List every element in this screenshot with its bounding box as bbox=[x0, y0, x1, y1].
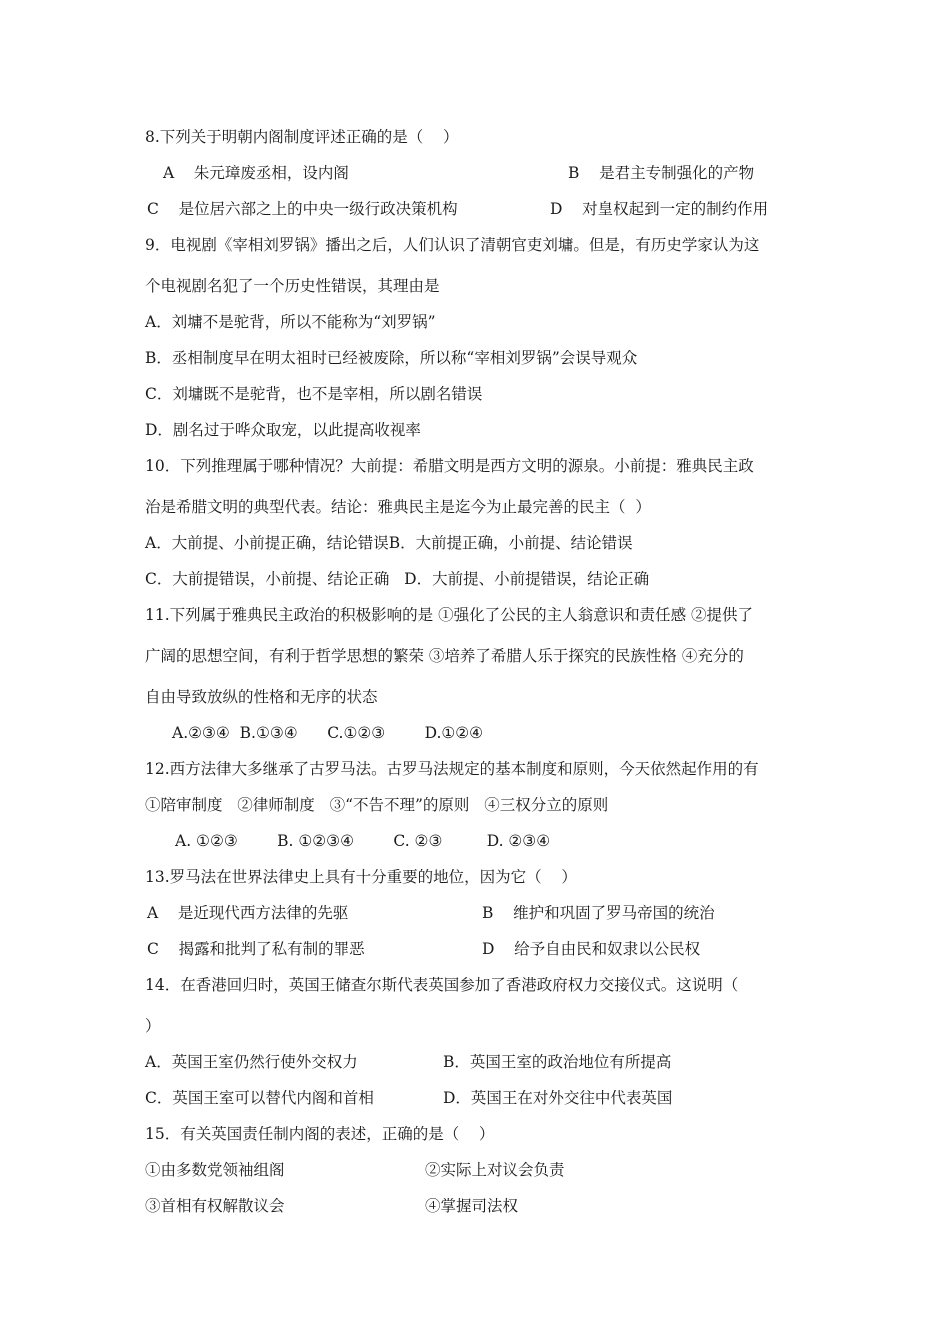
q11-stem-line3: 自由导致放纵的性格和无序的状态 bbox=[145, 688, 378, 706]
q9-stem-line2: 个电视剧名犯了一个历史性错误，其理由是 bbox=[145, 277, 440, 295]
q10-options-ab: A．大前提、小前提正确，结论错误B．大前提正确，小前提、结论错误 bbox=[145, 534, 633, 552]
q8-option-c: C 是位居六部之上的中央一级行政决策机构 bbox=[147, 200, 458, 218]
q15-item-2: ②实际上对议会负责 bbox=[425, 1161, 565, 1179]
q14-stem-line2: ） bbox=[145, 1017, 161, 1035]
q13-option-a: A 是近现代西方法律的先驱 bbox=[147, 904, 349, 922]
q11-stem-line1: 11.下列属于雅典民主政治的积极影响的是 ①强化了公民的主人翁意识和责任感 ②提供了 bbox=[145, 606, 754, 624]
q9-option-a: A．刘墉不是驼背，所以不能称为“刘罗锅” bbox=[145, 313, 436, 331]
q9-option-b: B．丞相制度早在明太祖时已经被废除，所以称“宰相刘罗锅”会误导观众 bbox=[145, 349, 638, 367]
q12-stem-line2: ①陪审制度 ②律师制度 ③“不告不理”的原则 ④三权分立的原则 bbox=[145, 796, 609, 814]
q14-stem-line1: 14．在香港回归时，英国王储查尔斯代表英国参加了香港政府权力交接仪式。这说明（ bbox=[145, 976, 739, 994]
q11-stem-line2: 广阔的思想空间，有利于哲学思想的繁荣 ③培养了希腊人乐于探究的民族性格 ④充分的 bbox=[145, 647, 744, 665]
q12-options: A. ①②③ B. ①②③④ C. ②③ D. ②③④ bbox=[175, 832, 551, 850]
q14-option-b: B．英国王室的政治地位有所提高 bbox=[443, 1053, 672, 1071]
q15-item-4: ④掌握司法权 bbox=[425, 1197, 519, 1215]
q13-stem: 13.罗马法在世界法律史上具有十分重要的地位，因为它（ ） bbox=[145, 868, 577, 886]
q9-stem-line1: 9．电视剧《宰相刘罗锅》播出之后，人们认识了清朝官吏刘墉。但是，有历史学家认为这 bbox=[145, 236, 760, 254]
q13-option-d: D 给予自由民和奴隶以公民权 bbox=[482, 940, 701, 958]
q14-option-d: D．英国王在对外交往中代表英国 bbox=[443, 1089, 673, 1107]
q9-option-d: D．剧名过于哗众取宠，以此提高收视率 bbox=[145, 421, 421, 439]
q15-item-1: ①由多数党领袖组阁 bbox=[145, 1161, 285, 1179]
q15-item-3: ③首相有权解散议会 bbox=[145, 1197, 285, 1215]
q10-options-cd: C．大前提错误，小前提、结论正确 D．大前提、小前提错误，结论正确 bbox=[145, 570, 650, 588]
q12-stem-line1: 12.西方法律大多继承了古罗马法。古罗马法规定的基本制度和原则，今天依然起作用的有 bbox=[145, 760, 759, 778]
q15-stem: 15．有关英国责任制内阁的表述，正确的是（ ） bbox=[145, 1125, 495, 1143]
q10-stem-line2: 治是希腊文明的典型代表。结论：雅典民主是迄今为止最完善的民主（ ） bbox=[145, 498, 651, 516]
q8-stem: 8.下列关于明朝内阁制度评述正确的是（ ） bbox=[145, 128, 459, 146]
q13-option-c: C 揭露和批判了私有制的罪恶 bbox=[147, 940, 365, 958]
q9-option-c: C．刘墉既不是驼背，也不是宰相，所以剧名错误 bbox=[145, 385, 483, 403]
q8-option-b: B 是君主专制强化的产物 bbox=[568, 164, 755, 182]
q14-option-c: C．英国王室可以替代内阁和首相 bbox=[145, 1089, 374, 1107]
q8-option-d: D 对皇权起到一定的制约作用 bbox=[550, 200, 769, 218]
q10-stem-line1: 10．下列推理属于哪种情况？大前提：希腊文明是西方文明的源泉。小前提：雅典民主政 bbox=[145, 457, 754, 475]
q13-option-b: B 维护和巩固了罗马帝国的统治 bbox=[482, 904, 715, 922]
q8-option-a: A 朱元璋废丞相，设内阁 bbox=[163, 164, 349, 182]
q14-option-a: A．英国王室仍然行使外交权力 bbox=[145, 1053, 358, 1071]
q11-options: A.②③④ B.①③④ C.①②③ D.①②④ bbox=[172, 724, 484, 742]
